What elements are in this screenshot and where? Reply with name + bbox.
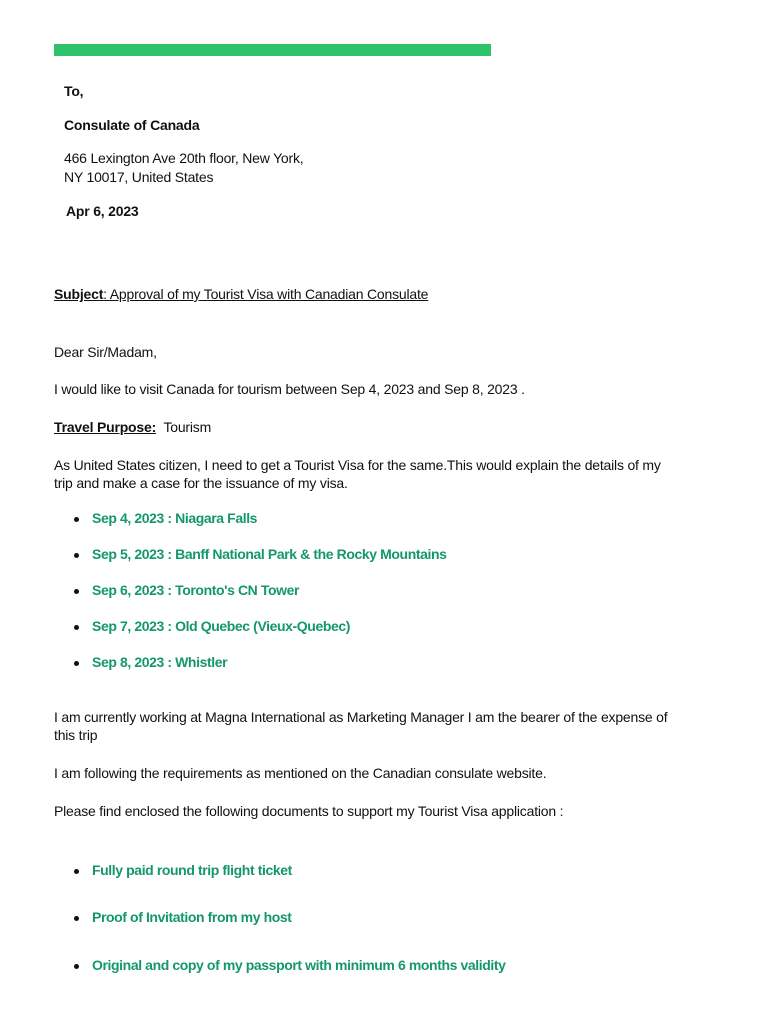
bullet-icon	[74, 517, 79, 522]
bullet-icon	[74, 625, 79, 630]
bullet-icon	[74, 589, 79, 594]
salutation: Dear Sir/Madam,	[54, 344, 157, 360]
bullet-icon	[74, 661, 79, 666]
bullet-icon	[74, 869, 79, 874]
subject-label: Subject	[54, 286, 104, 302]
header-accent-bar	[54, 44, 491, 56]
travel-purpose-value: Tourism	[163, 419, 212, 435]
recipient-address-line2: NY 10017, United States	[64, 169, 214, 185]
to-label: To,	[64, 83, 84, 99]
bullet-icon	[74, 553, 79, 558]
bullet-icon	[74, 964, 79, 969]
letter-date: Apr 6, 2023	[66, 203, 139, 219]
travel-purpose	[54, 419, 211, 435]
recipient-address-line1: 466 Lexington Ave 20th floor, New York,	[64, 150, 304, 166]
bullet-icon	[74, 916, 79, 921]
recipient-name: Consulate of Canada	[64, 117, 200, 133]
travel-purpose-label: Travel Purpose:	[54, 419, 157, 435]
employment-line-2: this trip	[54, 727, 98, 743]
intro-paragraph: I would like to visit Canada for tourism between Sep 4, 2023 and Sep 8, 2023 .	[54, 381, 525, 397]
subject-line	[54, 286, 428, 302]
requirements-paragraph: I am following the requirements as mentioned on the Canadian consulate website.	[54, 765, 547, 781]
citizen-line-2: trip and make a case for the issuance of my visa.	[54, 475, 348, 491]
employment-line-1: I am currently working at Magna International as Marketing Manager I am the bearer of the expense of	[54, 709, 668, 725]
citizen-line-1: As United States citizen, I need to get a Tourist Visa for the same.This would explain the details of my	[54, 457, 661, 473]
documents-intro: Please find enclosed the following documents to support my Tourist Visa application :	[54, 803, 564, 819]
subject-text: : Approval of my Tourist Visa with Canadian Consulate	[103, 286, 429, 302]
